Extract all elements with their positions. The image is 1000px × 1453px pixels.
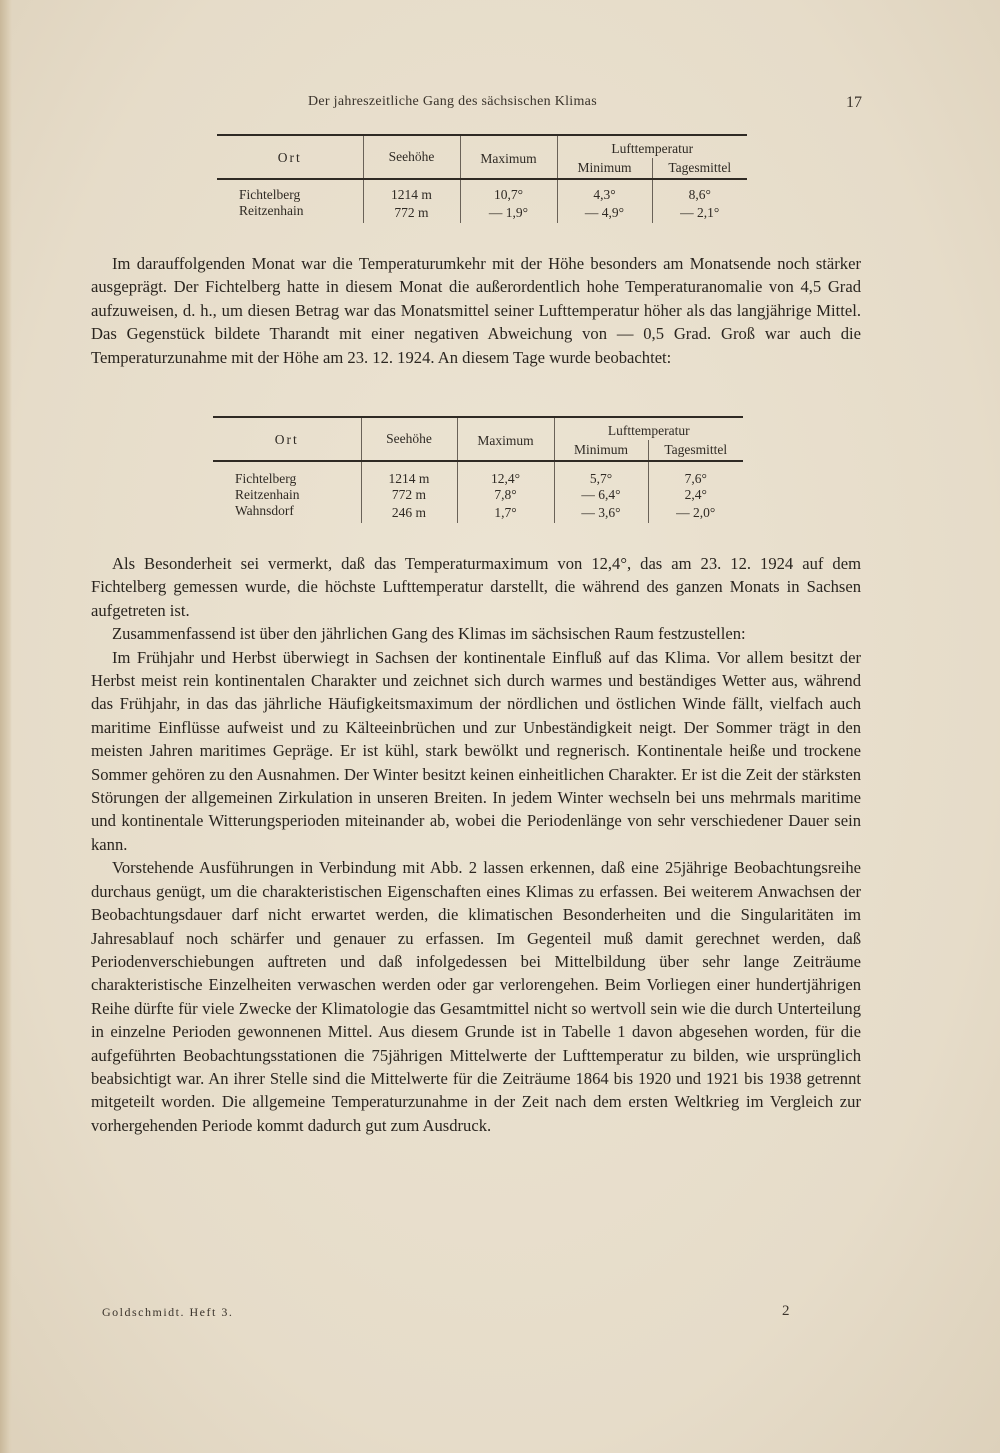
table-row (217, 203, 747, 223)
col-header-minimum: Minimum (554, 440, 648, 461)
paragraph-1-block (91, 252, 861, 369)
cell-minimum: — 4,9° (557, 203, 652, 223)
col-header-ort: Ort (213, 417, 361, 461)
cell-minimum: — 6,4° (554, 487, 648, 503)
cell-minimum: — 3,6° (554, 503, 648, 523)
col-header-lufttemperatur: Lufttemperatur (611, 141, 694, 156)
cell-seehoehe: 772 m (361, 487, 457, 503)
cell-ort: Fichtelberg (217, 179, 363, 203)
table-row (213, 461, 743, 487)
col-header-minimum: Minimum (557, 158, 652, 179)
table-header-row (217, 135, 747, 158)
cell-tagesmittel: — 2,1° (680, 205, 720, 220)
cell-maximum: 10,7° (460, 179, 557, 203)
cell-ort: Reitzenhain (217, 203, 363, 223)
cell-maximum: 1,7° (457, 503, 554, 523)
table-2 (213, 416, 743, 523)
cell-minimum: 4,3° (557, 179, 652, 203)
col-header-maximum: Maximum (457, 417, 554, 461)
footer-signature: Goldschmidt. Heft 3. (102, 1305, 234, 1319)
paragraph: Vorstehende Ausführungen in Verbindung mit Abb. 2 lassen erkennen, daß eine 25jährige Beobachtungsreihe durchaus genügt, um die charakteristischen Eigenschaften eines Klimas zu erfassen. Bei weiterem Anwachsen der Beobachtungsdauer darf nicht erwartet werden, die klimatischen Besonderheiten und die Singularitäten im Jahresablauf noch schärfer und genauer zu erfassen. Im Gegenteil muß damit gerechnet werden, daß Periodenverschiebungen auftreten und daß infolgedessen bei Mittelbildung über sehr lange Zeiträume charakteristische Einzelheiten verwaschen werden oder gar verlorengehen. Beim Vorliegen einer hundertjährigen Reihe dürfte für viele Zwecke der Klimatologie das Gesamtmittel nicht so wertvoll sein wie die durch Unterteilung in einzelne Perioden gewonnenen Mittel. Aus diesem Grunde ist in Tabelle 1 davon abgesehen worden, für die aufgeführten Beobachtungsstationen die 75jährigen Mittelwerte der Lufttemperatur zu bilden, wie ursprünglich beabsichtigt war. An ihrer Stelle sind die Mittelwerte für die Zeiträume 1864 bis 1920 und 1921 bis 1938 getrennt mitgeteilt worden. Die allgemeine Temperaturzunahme in der Zeit nach dem ersten Weltkrieg im Vergleich zur vorhergehenden Periode kommt dadurch gut zum Ausdruck. (91, 858, 861, 1135)
paragraph: Als Besonderheit sei vermerkt, daß das Temperaturmaximum von 12,4°, das am 23. 12. 1924 auf dem Fichtelberg gemessen wurde, die höchste Lufttemperatur darstellt, die während des ganzen Monats in Sachsen aufgetreten ist. (91, 554, 861, 620)
page-number: 17 (846, 94, 862, 111)
col-header-seehoehe: Seehöhe (363, 135, 460, 179)
page-edge (0, 0, 12, 1453)
col-header-tagesmittel: Tagesmittel (664, 442, 728, 457)
cell-tagesmittel: 7,6° (684, 471, 707, 486)
cell-seehoehe: 1214 m (363, 179, 460, 203)
cell-ort: Fichtelberg (213, 461, 361, 487)
cell-seehoehe: 1214 m (361, 461, 457, 487)
col-header-maximum: Maximum (460, 135, 557, 179)
cell-maximum: — 1,9° (460, 203, 557, 223)
table-row (213, 487, 743, 503)
paragraph: Zusammenfassend ist über den jährlichen Gang des Klimas im sächsischen Raum festzustellen: (112, 624, 746, 644)
cell-tagesmittel: 8,6° (688, 187, 711, 202)
paragraph: Im Frühjahr und Herbst überwiegt in Sachsen der kontinentale Einfluß auf das Klima. Vor allem besitzt der Herbst meist rein kontinentalen Charakter und zeichnet sich durch warmes und beständiges Wetter aus, während das Frühjahr, in das das jährliche Häufigkeitsmaximum der nördlichen und östlichen Winde fällt, vielfach auch maritime Einflüsse aufweist und zu Kälteeinbrüchen und zur Unbeständigkeit neigt. Der Sommer trägt in den meisten Jahren maritimes Gepräge. Er ist kühl, stark bewölkt und regnerisch. Kontinentale heiße und trockene Sommer gehören zu den Ausnahmen. Der Winter besitzt keinen einheitlichen Charakter. Er ist die Zeit der stärksten Störungen der allgemeinen Zirkulation in unseren Breiten. In jedem Winter wechseln bei uns mehrmals maritime und kontinentale Witterungsperioden miteinander ab, wobei die Periodenlänge von sehr verschiedener Dauer sein kann. (91, 647, 861, 854)
cell-seehoehe: 772 m (363, 203, 460, 223)
paragraph: Im darauffolgenden Monat war die Temperaturumkehr mit der Höhe besonders am Monatsende noch stärker ausgeprägt. Der Fichtelberg hatte in diesem Monat die außerordentlich hohe Temperaturanomalie von 4,5 Grad aufzuweisen, d. h., um diesen Betrag war das Monatsmittel seiner Lufttemperatur höher als das langjährige Mittel. Das Gegenstück bildete Tharandt mit einer negativen Abweichung von — 0,5 Grad. Groß war auch die Temperaturzunahme mit der Höhe am 23. 12. 1924. An diesem Tage wurde beobachtet: (91, 254, 861, 367)
table-row (213, 503, 743, 523)
cell-tagesmittel: — 2,0° (676, 505, 716, 520)
cell-maximum: 7,8° (457, 487, 554, 503)
cell-tagesmittel: 2,4° (684, 487, 707, 502)
cell-minimum: 5,7° (554, 461, 648, 487)
footer-sheet-number: 2 (782, 1303, 790, 1319)
table-1 (217, 134, 747, 223)
cell-seehoehe: 246 m (361, 503, 457, 523)
col-header-tagesmittel: Tagesmittel (668, 160, 732, 175)
col-header-ort: Ort (217, 135, 363, 179)
paragraph-2-block (91, 552, 861, 1137)
table-header-row (213, 417, 743, 440)
cell-maximum: 12,4° (457, 461, 554, 487)
table-row (217, 179, 747, 203)
col-header-seehoehe: Seehöhe (361, 417, 457, 461)
cell-ort: Wahnsdorf (213, 503, 361, 523)
running-head: Der jahreszeitliche Gang des sächsischen Klimas (308, 94, 597, 109)
col-header-lufttemperatur: Lufttemperatur (607, 423, 690, 438)
cell-ort: Reitzenhain (213, 487, 361, 503)
